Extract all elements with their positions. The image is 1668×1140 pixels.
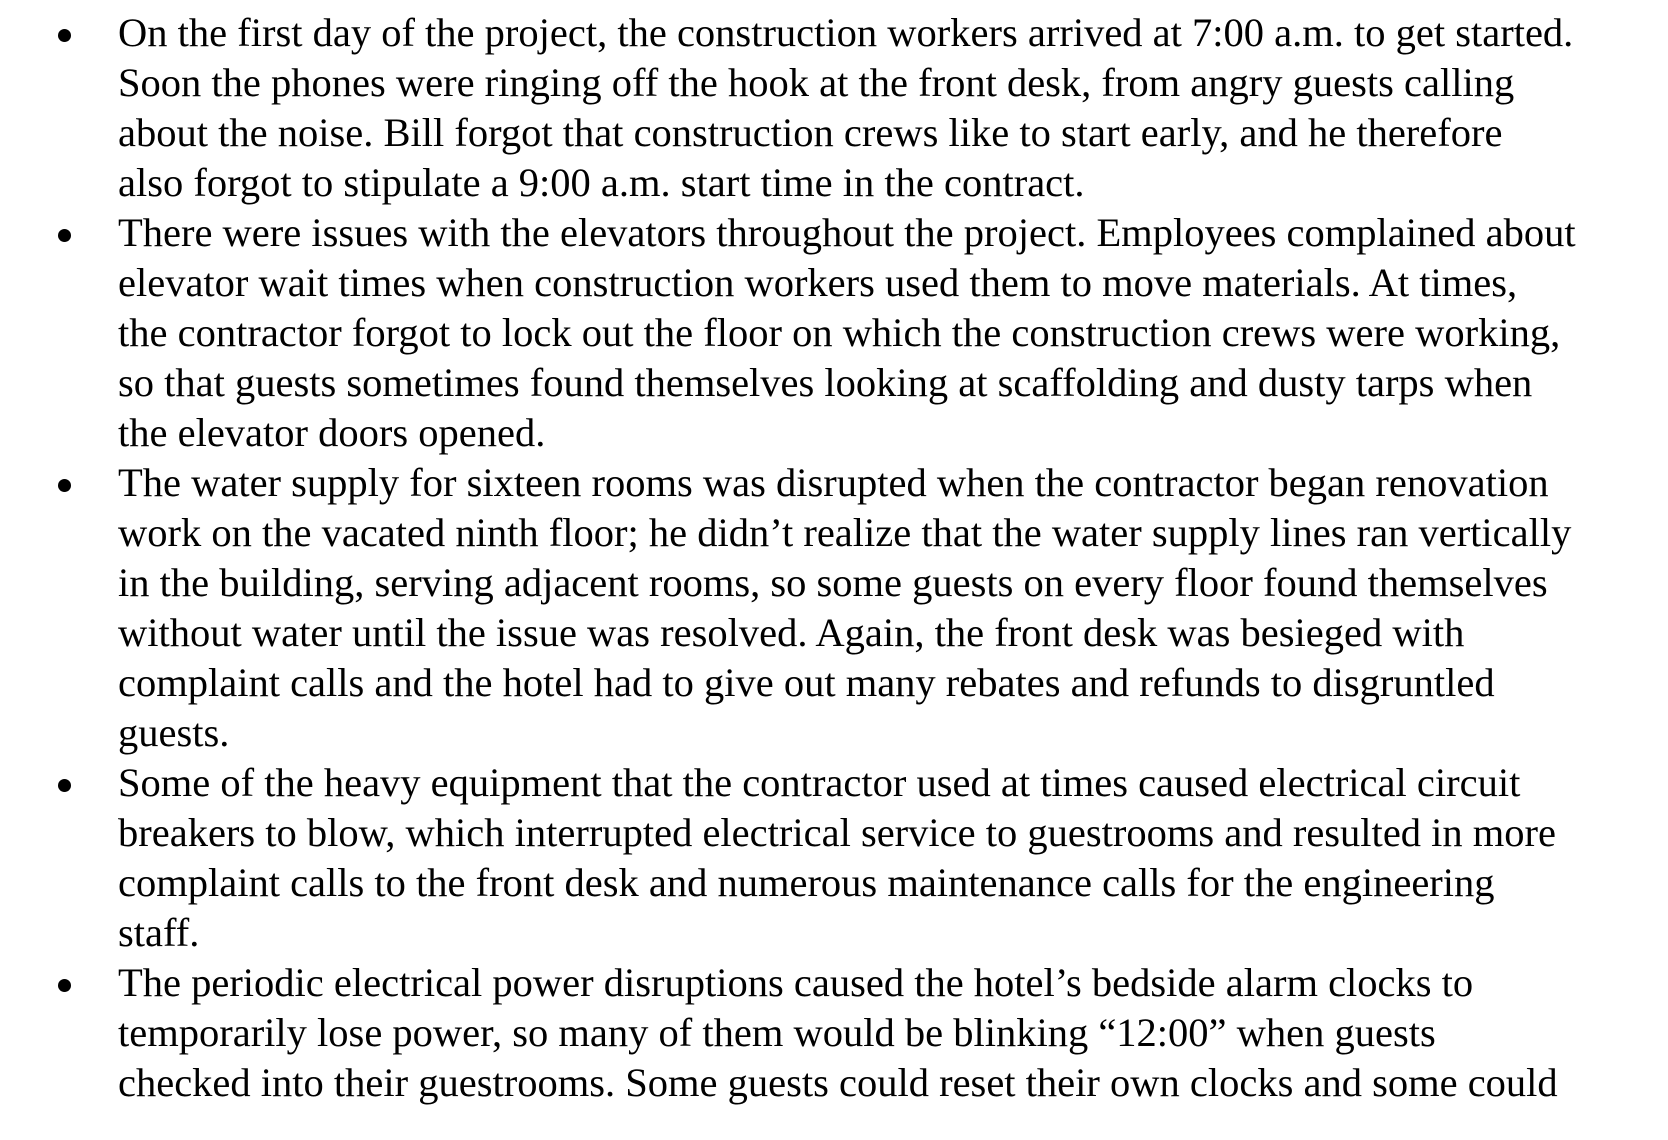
text-line: Some of the heavy equipment that the contractor used at times caused electrical circuit — [118, 760, 1521, 805]
bullet-icon — [58, 979, 71, 992]
text-line: so that guests sometimes found themselves looking at scaffolding and dusty tarps when — [118, 360, 1533, 405]
text-line: On the first day of the project, the construction workers arrived at 7:00 a.m. to get started. — [118, 10, 1574, 55]
text-line: also forgot to stipulate a 9:00 a.m. start time in the contract. — [118, 160, 1085, 205]
text-line: complaint calls to the front desk and numerous maintenance calls for the engineering — [118, 860, 1495, 905]
list-item — [0, 758, 1668, 958]
text-line: complaint calls and the hotel had to give out many rebates and refunds to disgruntled — [118, 660, 1495, 705]
bullet-icon — [58, 29, 71, 42]
text-line: the contractor forgot to lock out the floor on which the construction crews were working, — [118, 310, 1561, 355]
text-line: The periodic electrical power disruptions caused the hotel’s bedside alarm clocks to — [118, 960, 1474, 1005]
text-line: checked into their guestrooms. Some guests could reset their own clocks and some could — [118, 1060, 1558, 1105]
bullet-icon — [58, 479, 71, 492]
text-line: guests. — [118, 710, 230, 755]
text-line: Soon the phones were ringing off the hook at the front desk, from angry guests calling — [118, 60, 1515, 105]
text-line: The water supply for sixteen rooms was disrupted when the contractor began renovation — [118, 460, 1549, 505]
bullet-icon — [58, 779, 71, 792]
text-line: without water until the issue was resolved. Again, the front desk was besieged with — [118, 610, 1465, 655]
list-item — [0, 8, 1668, 208]
text-line: temporarily lose power, so many of them would be blinking “12:00” when guests — [118, 1010, 1436, 1055]
text-line: about the noise. Bill forgot that construction crews like to start early, and he therefore — [118, 110, 1503, 155]
text-line: There were issues with the elevators throughout the project. Employees complained about — [118, 210, 1576, 255]
text-line: the elevator doors opened. — [118, 410, 546, 455]
text-line: breakers to blow, which interrupted electrical service to guestrooms and resulted in more — [118, 810, 1557, 855]
bullet-list — [0, 8, 1668, 1108]
list-item — [0, 458, 1668, 758]
list-item — [0, 958, 1668, 1108]
text-line: work on the vacated ninth floor; he didn’t realize that the water supply lines ran vertically — [118, 510, 1572, 555]
text-line: elevator wait times when construction workers used them to move materials. At times, — [118, 260, 1518, 305]
text-line: in the building, serving adjacent rooms, so some guests on every floor found themselves — [118, 560, 1548, 605]
bullet-icon — [58, 229, 71, 242]
list-item — [0, 208, 1668, 458]
text-line: staff. — [118, 910, 200, 955]
